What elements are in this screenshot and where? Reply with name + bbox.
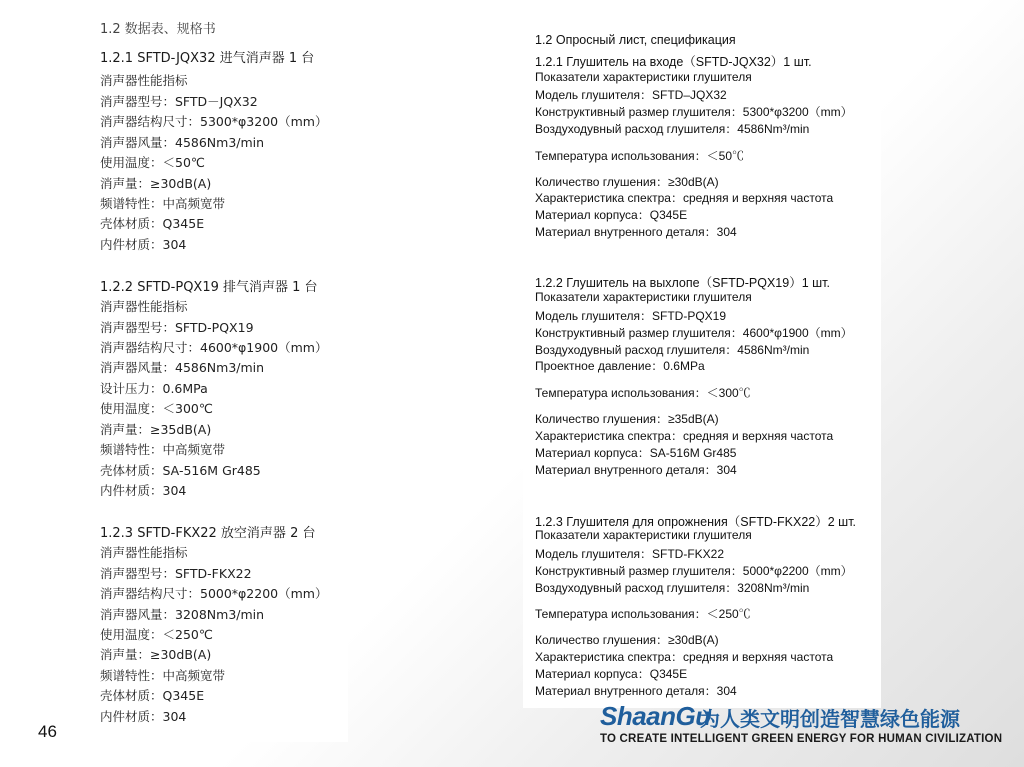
- cn-s1-line: 频谱特性：中高频宽带: [100, 196, 226, 211]
- cn-s3-line: 消声器型号：SFTD-FKX22: [100, 566, 252, 581]
- cn-section-2-title: 1.2.2 SFTD-PQX19 排气消声器 1 台: [100, 280, 318, 295]
- cn-section-3-title: 1.2.3 SFTD-FKX22 放空消声器 2 台: [100, 526, 316, 541]
- ru-s1-line: Материал внутренного деталя：304: [535, 225, 737, 239]
- ru-s2-line: Характеристика спектра：средняя и верхняя частота: [535, 429, 834, 443]
- cn-s2-line: 消声量：≥35dB(A): [100, 422, 212, 437]
- ru-section-2-title: 1.2.2 Глушитель на выхлопе（SFTD-PQX19）1 шт.: [535, 276, 830, 290]
- cn-s3-line: 内件材质：304: [100, 709, 187, 724]
- cn-s3-line: 消声器结构尺寸：5000*φ2200（mm）: [100, 586, 328, 601]
- cn-s1-line: 消声器风量：4586Nm3/min: [100, 135, 265, 150]
- logo-slogan-en: TO CREATE INTELLIGENT GREEN ENERGY FOR HUMAN CIVILIZATION: [600, 733, 1003, 745]
- cn-s1-line: 消声器结构尺寸：5300*φ3200（mm）: [100, 114, 328, 129]
- cn-s3-line: 消声量：≥30dB(A): [100, 647, 212, 662]
- cn-s2-line: 壳体材质：SA-516M Gr485: [100, 463, 261, 478]
- cn-heading: 1.2 数据表、规格书: [100, 22, 216, 37]
- cn-s1-line: 使用温度：＜50℃: [100, 155, 205, 170]
- cn-s3-line: 消声器性能指标: [100, 545, 188, 560]
- ru-s2-line: Материал корпуса：SA-516M Gr485: [535, 446, 737, 460]
- ru-s3-line: Воздуходувный расход глушителя：3208Nm³/min: [535, 581, 810, 595]
- ru-s1-line: Модель глушителя：SFTD–JQX32: [535, 88, 727, 102]
- ru-s3-line: Материал внутренного деталя：304: [535, 684, 737, 698]
- cn-s3-line: 壳体材质：Q345E: [100, 688, 205, 703]
- cn-s2-line: 消声器结构尺寸：4600*φ1900（mm）: [100, 340, 328, 355]
- ru-s3-line: Модель глушителя：SFTD-FKX22: [535, 547, 725, 561]
- ru-heading: 1.2 Опросный лист, спецификация: [535, 33, 736, 47]
- cn-s1-line: 消声器性能指标: [100, 73, 188, 88]
- logo-slogan-cn: 为人类文明创造智慧绿色能源: [700, 707, 960, 731]
- cn-s2-line: 消声器性能指标: [100, 299, 188, 314]
- cn-s2-line: 消声器风量：4586Nm3/min: [100, 360, 265, 375]
- cn-s2-line: 频谱特性：中高频宽带: [100, 442, 226, 457]
- ru-s2-line: Количество глушения：≥35dB(A): [535, 412, 719, 426]
- ru-s1-line: Показатели характеристики глушителя: [535, 70, 752, 84]
- cn-s1-line: 消声器型号：SFTD－JQX32: [100, 94, 258, 109]
- ru-s2-line: Показатели характеристики глушителя: [535, 290, 752, 304]
- ru-s3-line: Температура использования：＜250℃: [535, 607, 751, 621]
- ru-s1-line: Характеристика спектра：средняя и верхняя частота: [535, 191, 834, 205]
- ru-section-3-title: 1.2.3 Глушителя для опрожнения（SFTD-FKX22）2 шт.: [535, 515, 857, 529]
- ru-s2-line: Конструктивный размер глушителя：4600*φ1900（mm）: [535, 326, 853, 340]
- cn-section-1-title: 1.2.1 SFTD-JQX32 进气消声器 1 台: [100, 51, 315, 66]
- ru-s1-line: Температура использования：＜50℃: [535, 149, 745, 163]
- cn-s2-line: 消声器型号：SFTD-PQX19: [100, 320, 254, 335]
- ru-s2-line: Температура использования：＜300℃: [535, 386, 751, 400]
- ru-s2-line: Проектное давление：0.6MPa: [535, 359, 705, 373]
- ru-s2-line: Материал внутренного деталя：304: [535, 463, 737, 477]
- ru-s2-line: Воздуходувный расход глушителя：4586Nm³/min: [535, 343, 810, 357]
- ru-s1-line: Конструктивный размер глушителя：5300*φ3200（mm）: [535, 105, 853, 119]
- cn-s1-line: 消声量：≥30dB(A): [100, 176, 212, 191]
- ru-s1-line: Материал корпуса：Q345E: [535, 208, 688, 222]
- ru-s2-line: Модель глушителя：SFTD-PQX19: [535, 309, 727, 323]
- ru-s3-line: Конструктивный размер глушителя：5000*φ2200（mm）: [535, 564, 853, 578]
- cn-s2-line: 使用温度：＜300℃: [100, 401, 213, 416]
- logo-brand: ShaanGu: [600, 701, 711, 731]
- ru-s3-line: Материал корпуса：Q345E: [535, 667, 688, 681]
- cn-s3-line: 使用温度：＜250℃: [100, 627, 213, 642]
- cn-s3-line: 频谱特性：中高频宽带: [100, 668, 226, 683]
- ru-s1-line: Воздуходувный расход глушителя：4586Nm³/min: [535, 122, 810, 136]
- cn-s2-line: 设计压力：0.6MPa: [100, 381, 208, 396]
- company-logo: [600, 701, 1010, 750]
- ru-section-1-title: 1.2.1 Глушитель на входе（SFTD-JQX32）1 шт.: [535, 55, 812, 69]
- cn-s1-line: 壳体材质：Q345E: [100, 216, 205, 231]
- ru-s3-line: Показатели характеристики глушителя: [535, 528, 752, 542]
- cn-s3-line: 消声器风量：3208Nm3/min: [100, 607, 265, 622]
- ru-s3-line: Характеристика спектра：средняя и верхняя частота: [535, 650, 834, 664]
- cn-s2-line: 内件材质：304: [100, 483, 187, 498]
- ru-s3-line: Количество глушения：≥30dB(A): [535, 633, 719, 647]
- cn-s1-line: 内件材质：304: [100, 237, 187, 252]
- page-number: 46: [38, 722, 57, 741]
- ru-s1-line: Количество глушения：≥30dB(A): [535, 175, 719, 189]
